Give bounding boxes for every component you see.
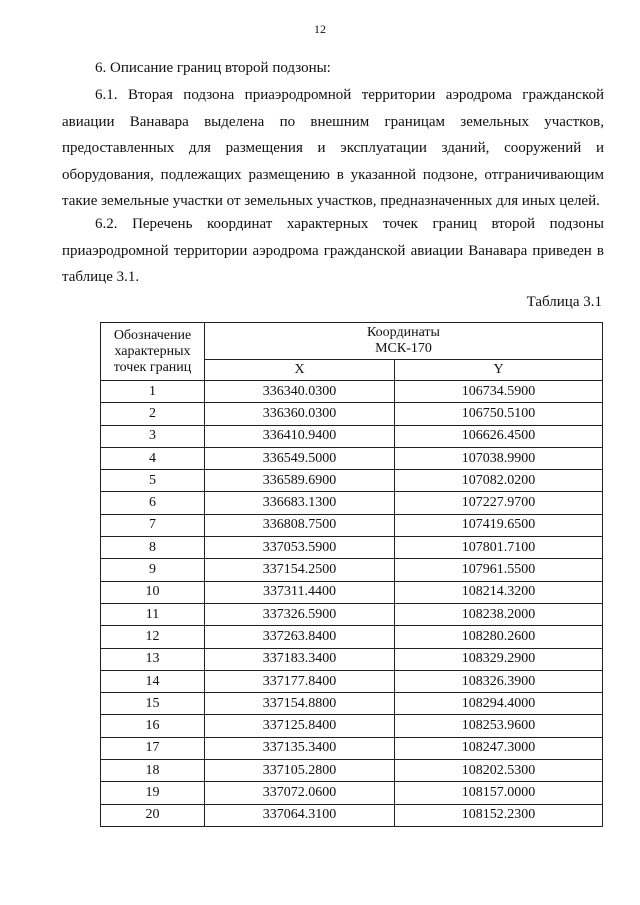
y-coordinate-cell: 108238.2000 — [395, 603, 603, 625]
page-number: 12 — [314, 22, 326, 36]
table-row — [101, 648, 603, 670]
point-number-cell: 6 — [101, 492, 205, 514]
y-coordinate-cell: 107082.0200 — [395, 470, 603, 492]
paragraph-6-2: 6.2. Перечень координат характерных точек границ второй подзоны приаэродромной территории аэродрома гражданской авиации Ванавара приведен в таблице 3.1. — [62, 216, 604, 285]
x-coordinate-cell: 336340.0300 — [205, 381, 395, 403]
x-coordinate-cell: 337311.4400 — [205, 581, 395, 603]
point-number-cell: 14 — [101, 670, 205, 692]
x-coordinate-cell: 337105.2800 — [205, 760, 395, 782]
y-coordinate-cell: 107801.7100 — [395, 537, 603, 559]
section-heading: 6. Описание границ второй подзоны: — [95, 60, 331, 76]
y-header: Y — [395, 360, 603, 381]
x-coordinate-cell: 336808.7500 — [205, 514, 395, 536]
point-number-cell: 17 — [101, 737, 205, 759]
table-row — [101, 670, 603, 692]
y-coordinate-cell: 106750.5100 — [395, 403, 603, 425]
x-coordinate-cell: 337177.8400 — [205, 670, 395, 692]
table-row — [101, 403, 603, 425]
x-coordinate-cell: 336360.0300 — [205, 403, 395, 425]
table-row — [101, 804, 603, 826]
x-coordinate-cell: 337154.2500 — [205, 559, 395, 581]
table-caption: Таблица 3.1 — [526, 294, 602, 310]
header-line: Обозначение — [113, 327, 192, 343]
point-number-cell: 10 — [101, 581, 205, 603]
point-number-cell: 3 — [101, 425, 205, 447]
coordinates-header — [205, 323, 603, 360]
point-number-cell: 15 — [101, 693, 205, 715]
table-row — [101, 626, 603, 648]
y-coordinate-cell: 106734.5900 — [395, 381, 603, 403]
point-number-cell: 4 — [101, 447, 205, 469]
header-line: точек границ — [113, 359, 192, 375]
header-line: характерных — [114, 343, 191, 359]
x-coordinate-cell: 337072.0600 — [205, 782, 395, 804]
coordinates-table — [100, 322, 603, 827]
header-line: Координаты — [367, 325, 440, 340]
point-number-cell: 18 — [101, 760, 205, 782]
table-row — [101, 514, 603, 536]
point-number-cell: 9 — [101, 559, 205, 581]
y-coordinate-cell: 108152.2300 — [395, 804, 603, 826]
y-coordinate-cell: 108247.3000 — [395, 737, 603, 759]
y-coordinate-cell: 108253.9600 — [395, 715, 603, 737]
point-number-cell: 19 — [101, 782, 205, 804]
point-number-cell: 2 — [101, 403, 205, 425]
x-coordinate-cell: 337183.3400 — [205, 648, 395, 670]
x-coordinate-cell: 337064.3100 — [205, 804, 395, 826]
y-coordinate-cell: 108214.3200 — [395, 581, 603, 603]
x-coordinate-cell: 337326.5900 — [205, 603, 395, 625]
point-number-cell: 8 — [101, 537, 205, 559]
x-header: X — [205, 360, 395, 381]
table-row — [101, 537, 603, 559]
x-coordinate-cell: 337263.8400 — [205, 626, 395, 648]
y-coordinate-cell: 108294.4000 — [395, 693, 603, 715]
point-number-cell: 16 — [101, 715, 205, 737]
point-number-cell: 1 — [101, 381, 205, 403]
y-coordinate-cell: 107419.6500 — [395, 514, 603, 536]
y-coordinate-cell: 106626.4500 — [395, 425, 603, 447]
paragraph-6-1: 6.1. Вторая подзона приаэродромной территории аэродрома гражданской авиации Ванавара выделена по внешним границам земельных участков, предоставленных для размещения и эксплуатации зданий, сооружений и оборудования, подлежащих размещению в указанной подзоне, отграничивающим такие земельные участки от земельных участков, предназначенных для иных целей. — [62, 87, 604, 209]
table-row — [101, 760, 603, 782]
table-row — [101, 425, 603, 447]
x-coordinate-cell: 337125.8400 — [205, 715, 395, 737]
table-row — [101, 715, 603, 737]
table-row — [101, 470, 603, 492]
point-number-cell: 12 — [101, 626, 205, 648]
x-coordinate-cell: 337053.5900 — [205, 537, 395, 559]
table-row — [101, 782, 603, 804]
x-coordinate-cell: 337154.8800 — [205, 693, 395, 715]
x-coordinate-cell: 336589.6900 — [205, 470, 395, 492]
point-number-cell: 13 — [101, 648, 205, 670]
y-coordinate-cell: 108280.2600 — [395, 626, 603, 648]
table-row — [101, 559, 603, 581]
x-coordinate-cell: 336410.9400 — [205, 425, 395, 447]
table-row — [101, 581, 603, 603]
y-coordinate-cell: 108326.3900 — [395, 670, 603, 692]
point-number-cell: 5 — [101, 470, 205, 492]
table-row — [101, 381, 603, 403]
y-coordinate-cell: 108202.5300 — [395, 760, 603, 782]
x-coordinate-cell: 337135.3400 — [205, 737, 395, 759]
point-number-cell: 20 — [101, 804, 205, 826]
y-coordinate-cell: 107038.9900 — [395, 447, 603, 469]
y-coordinate-cell: 108157.0000 — [395, 782, 603, 804]
point-designation-header — [101, 323, 205, 381]
y-coordinate-cell: 107961.5500 — [395, 559, 603, 581]
table-row — [101, 693, 603, 715]
x-coordinate-cell: 336683.1300 — [205, 492, 395, 514]
table-row — [101, 492, 603, 514]
point-number-cell: 7 — [101, 514, 205, 536]
table-row — [101, 603, 603, 625]
y-coordinate-cell: 108329.2900 — [395, 648, 603, 670]
y-coordinate-cell: 107227.9700 — [395, 492, 603, 514]
table-row — [101, 737, 603, 759]
header-line: МСК-170 — [375, 341, 432, 356]
table-row — [101, 447, 603, 469]
x-coordinate-cell: 336549.5000 — [205, 447, 395, 469]
point-number-cell: 11 — [101, 603, 205, 625]
